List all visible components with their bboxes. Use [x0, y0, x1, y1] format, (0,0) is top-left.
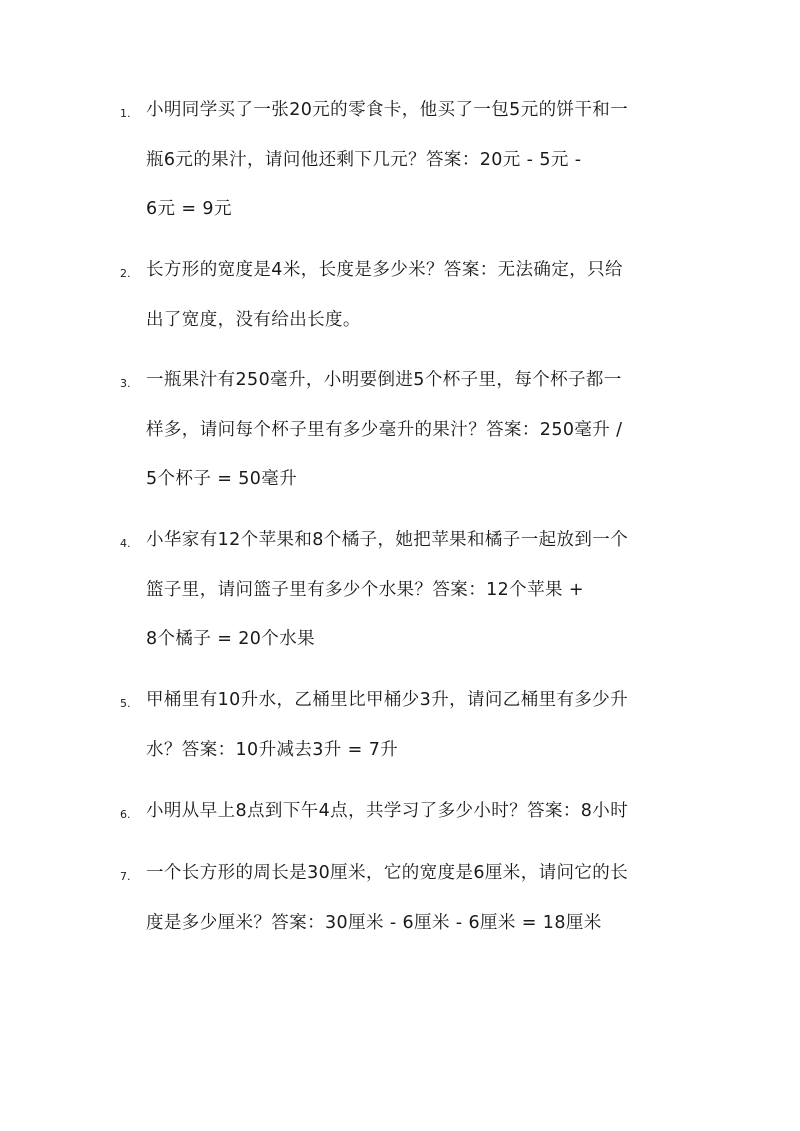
question-text-line: 出了宽度，没有给出长度。 — [146, 310, 361, 330]
question-text-line: 度是多少厘米？答案：30厘米 - 6厘米 - 6厘米 = 18厘米 — [146, 913, 602, 933]
question-text-line: 6元 = 9元 — [146, 199, 232, 219]
question-text-line: 样多，请问每个杯子里有多少毫升的果汁？答案：250毫升 / — [146, 420, 623, 440]
question-number: 3. — [120, 377, 131, 390]
question-number: 1. — [120, 107, 131, 120]
question-number: 7. — [120, 870, 131, 883]
question-text-line: 小明从早上8点到下午4点，共学习了多少小时？答案：8小时 — [146, 801, 629, 821]
question-number: 6. — [120, 808, 131, 821]
question-number: 4. — [120, 537, 131, 550]
question-text-line: 一个长方形的周长是30厘米，它的宽度是6厘米，请问它的长 — [146, 863, 629, 883]
question-text-line: 5个杯子 = 50毫升 — [146, 469, 298, 489]
question-text-line: 篮子里，请问篮子里有多少个水果？答案：12个苹果 + — [146, 580, 584, 600]
question-text-line: 长方形的宽度是4米，长度是多少米？答案：无法确定，只给 — [146, 260, 623, 280]
question-text-line: 瓶6元的果汁，请问他还剩下几元？答案：20元 - 5元 - — [146, 150, 582, 170]
question-text-line: 甲桶里有10升水，乙桶里比甲桶少3升，请问乙桶里有多少升 — [146, 690, 629, 710]
question-text-line: 一瓶果汁有250毫升，小明要倒进5个杯子里，每个杯子都一 — [146, 370, 622, 390]
question-text-line: 小明同学买了一张20元的零食卡，他买了一包5元的饼干和一 — [146, 100, 629, 120]
question-number: 5. — [120, 697, 131, 710]
question-number: 2. — [120, 267, 131, 280]
question-text-line: 小华家有12个苹果和8个橘子，她把苹果和橘子一起放到一个 — [146, 530, 629, 550]
question-text-line: 水？答案：10升减去3升 = 7升 — [146, 740, 399, 760]
question-text-line: 8个橘子 = 20个水果 — [146, 629, 315, 649]
